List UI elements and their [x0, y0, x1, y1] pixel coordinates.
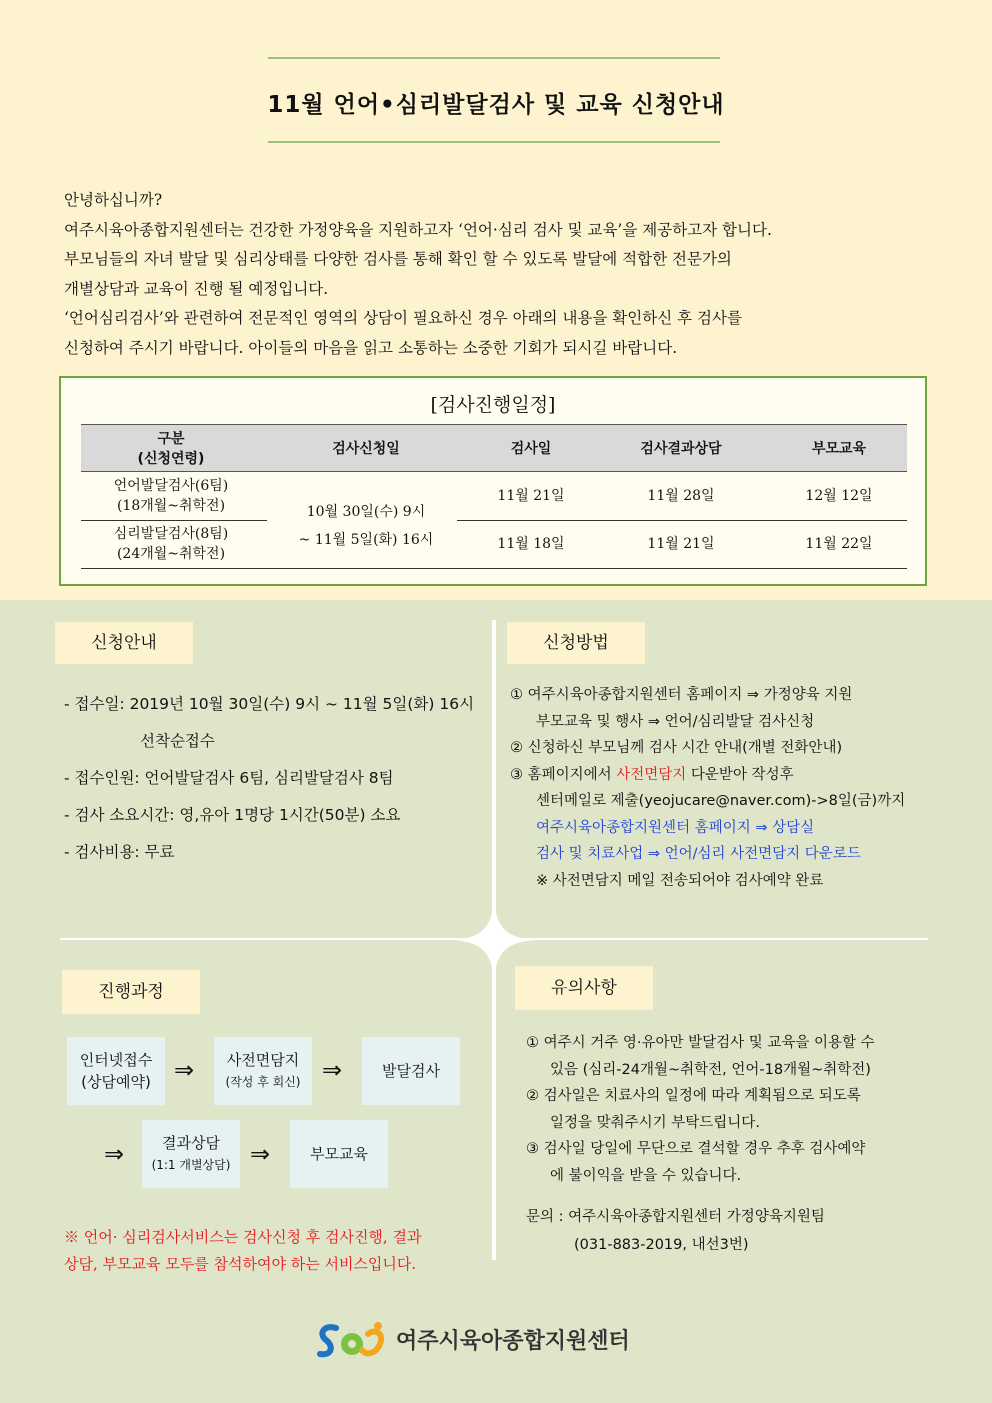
list-item	[510, 762, 905, 789]
highlight-text: 사전면담지	[616, 766, 687, 783]
row-age: (18개월~취학전)	[116, 498, 226, 514]
header-category	[81, 429, 261, 469]
step-pre-interview	[214, 1037, 312, 1105]
warning-line: 상담, 부모교육 모두를 참석하여야 하는 서비스입니다.	[64, 1255, 417, 1273]
list-item: 선착순접수	[140, 732, 215, 750]
org-name: 여주시육아종합지원센터	[396, 1329, 630, 1354]
notes-list	[526, 1030, 875, 1189]
apply-method-tag: 신청방법	[507, 622, 645, 664]
row-result-date: 11월 28일	[647, 488, 715, 504]
row-edu-date: 12월 12일	[805, 488, 873, 504]
step-sublabel: (1:1 개별상담)	[151, 1158, 231, 1172]
arrow-icon: ⇒	[104, 1140, 125, 1168]
table-row	[81, 524, 261, 564]
list-item: 있음 (심리-24개월~취학전, 언어-18개월~취학전)	[550, 1061, 871, 1078]
step-label: 부모교육	[310, 1145, 368, 1163]
text-span: ③ 홈페이지에서	[510, 766, 617, 783]
list-item: ① 여주시 거주 영·유아만 발달검사 및 교육을 이용할 수	[526, 1035, 875, 1051]
intro-line: 신청하여 주시기 바랍니다. 아이들의 마음을 읽고 소통하는 소중한 기회가 되시길 바랍니다.	[64, 338, 678, 357]
intro-line: 개별상담과 교육이 진행 될 예정입니다.	[64, 279, 329, 298]
apply-date-range	[261, 498, 471, 554]
warning-line: ※ 언어· 심리검사서비스는 검사신청 후 검사진행, 결과	[64, 1228, 422, 1246]
intro-line: 여주시육아종합지원센터는 건강한 가정양육을 지원하고자 ‘언어·심리 검사 및 교육’을 제공하고자 합니다.	[64, 220, 772, 239]
apply-method-list	[510, 682, 905, 894]
apply-info-list	[64, 686, 474, 871]
row-result-date: 11월 21일	[647, 536, 715, 552]
homepage-link[interactable]: 여주시육아종합지원센터 홈페이지 ⇒ 상담실	[536, 819, 815, 836]
header-apply-date: 검사신청일	[332, 441, 400, 457]
header-category-line1: 구분	[157, 431, 185, 447]
contact-line: 문의 : 여주시육아종합지원센터 가정양육지원팀	[526, 1209, 825, 1225]
intro-line: 부모님들의 자녀 발달 및 심리상태를 다양한 검사를 통해 확인 할 수 있도록 발달에 적합한 전문가의	[64, 250, 732, 268]
title-bottom-rule	[268, 141, 720, 143]
intro-text	[64, 186, 934, 363]
step-label: 발달검사	[382, 1062, 440, 1080]
apply-date-line1: 10월 30일(수) 9시	[306, 504, 426, 520]
step-label: 인터넷접수	[79, 1051, 153, 1069]
text-span: 다운받아 작성후	[686, 766, 794, 783]
row-divider	[457, 520, 907, 521]
arrow-icon: ⇒	[250, 1140, 271, 1168]
step-online-apply	[67, 1037, 165, 1105]
table-row	[81, 476, 261, 516]
list-item: 에 불이익을 받을 수 있습니다.	[550, 1167, 742, 1184]
list-item: ② 신청하신 부모님께 검사 시간 안내(개별 전화안내)	[510, 740, 843, 756]
list-item: ③ 검사일 당일에 무단으로 결석할 경우 추후 검사예약	[526, 1141, 866, 1157]
list-item: ② 검사일은 치료사의 일정에 따라 계획됨으로 되도록	[526, 1088, 861, 1104]
row-divider	[81, 520, 267, 521]
row-age: (24개월~취학전)	[116, 546, 226, 562]
process-warning	[64, 1224, 494, 1278]
step-label: 결과상담	[162, 1134, 220, 1152]
logo-mark-icon	[314, 1318, 394, 1364]
row-name: 심리발달검사(8팀)	[113, 526, 229, 542]
arrow-icon: ⇒	[322, 1056, 343, 1084]
intro-line: 안녕하십니까?	[64, 191, 163, 209]
table-bottom-rule	[81, 568, 907, 569]
step-label: 사전면담지	[226, 1051, 300, 1069]
row-test-date: 11월 21일	[497, 488, 565, 504]
row-name: 언어발달검사(6팀)	[113, 478, 229, 494]
apply-info-tag: 신청안내	[55, 622, 193, 664]
step-result-consult	[142, 1120, 240, 1188]
header-result-date: 검사결과상담	[640, 441, 722, 457]
arrow-icon: ⇒	[174, 1056, 195, 1084]
row-test-date: 11월 18일	[497, 536, 565, 552]
schedule-box	[59, 376, 927, 586]
list-item: - 접수인원: 언어발달검사 6팀, 심리발달검사 8팀	[64, 769, 394, 787]
schedule-title: [검사진행일정]	[430, 394, 556, 416]
notes-tag: 유의사항	[515, 966, 653, 1010]
list-item: 일정을 맞춰주시기 부탁드립니다.	[550, 1114, 760, 1131]
step-sublabel: (상담예약)	[81, 1073, 151, 1091]
page-title: 11월 언어•심리발달검사 및 교육 신청안내	[267, 92, 725, 118]
step-parent-edu	[290, 1120, 388, 1188]
title-top-rule	[268, 57, 720, 59]
download-link[interactable]: 검사 및 치료사업 ⇒ 언어/심리 사전면담지 다운로드	[536, 846, 861, 862]
header-test-date: 검사일	[510, 441, 552, 457]
list-item: ① 여주시육아종합지원센터 홈페이지 ⇒ 가정양육 지원	[510, 687, 853, 703]
table-header-row	[81, 424, 907, 472]
step-dev-test	[362, 1037, 460, 1105]
list-item: - 검사 소요시간: 영,유아 1명당 1시간(50분) 소요	[64, 806, 401, 824]
list-item: 센터메일로 제출(yeojucare@naver.com)->8일(금)까지	[536, 793, 906, 809]
list-item: ※ 사전면담지 메일 전송되어야 검사예약 완료	[536, 872, 824, 889]
list-item: - 검사비용: 무료	[64, 843, 175, 861]
list-item: 부모교육 및 행사 ⇒ 언어/심리발달 검사신청	[536, 713, 815, 730]
header-category-line2: (신청연령)	[137, 451, 205, 467]
contact-line: (031-883-2019, 내선3번)	[574, 1237, 749, 1253]
process-tag: 진행과정	[62, 970, 200, 1014]
step-sublabel: (작성 후 회신)	[225, 1075, 301, 1089]
row-edu-date: 11월 22일	[805, 536, 873, 552]
contact-info	[526, 1203, 825, 1259]
list-item: - 접수일: 2019년 10월 30일(수) 9시 ~ 11월 5일(화) 16시	[64, 695, 475, 713]
org-logo	[314, 1318, 674, 1364]
intro-line: ‘언어심리검사’와 관련하여 전문적인 영역의 상담이 필요하신 경우 아래의 내용을 확인하신 후 검사를	[64, 309, 742, 327]
header-edu-date: 부모교육	[811, 441, 867, 457]
apply-date-line2: ~ 11월 5일(화) 16시	[298, 532, 434, 548]
